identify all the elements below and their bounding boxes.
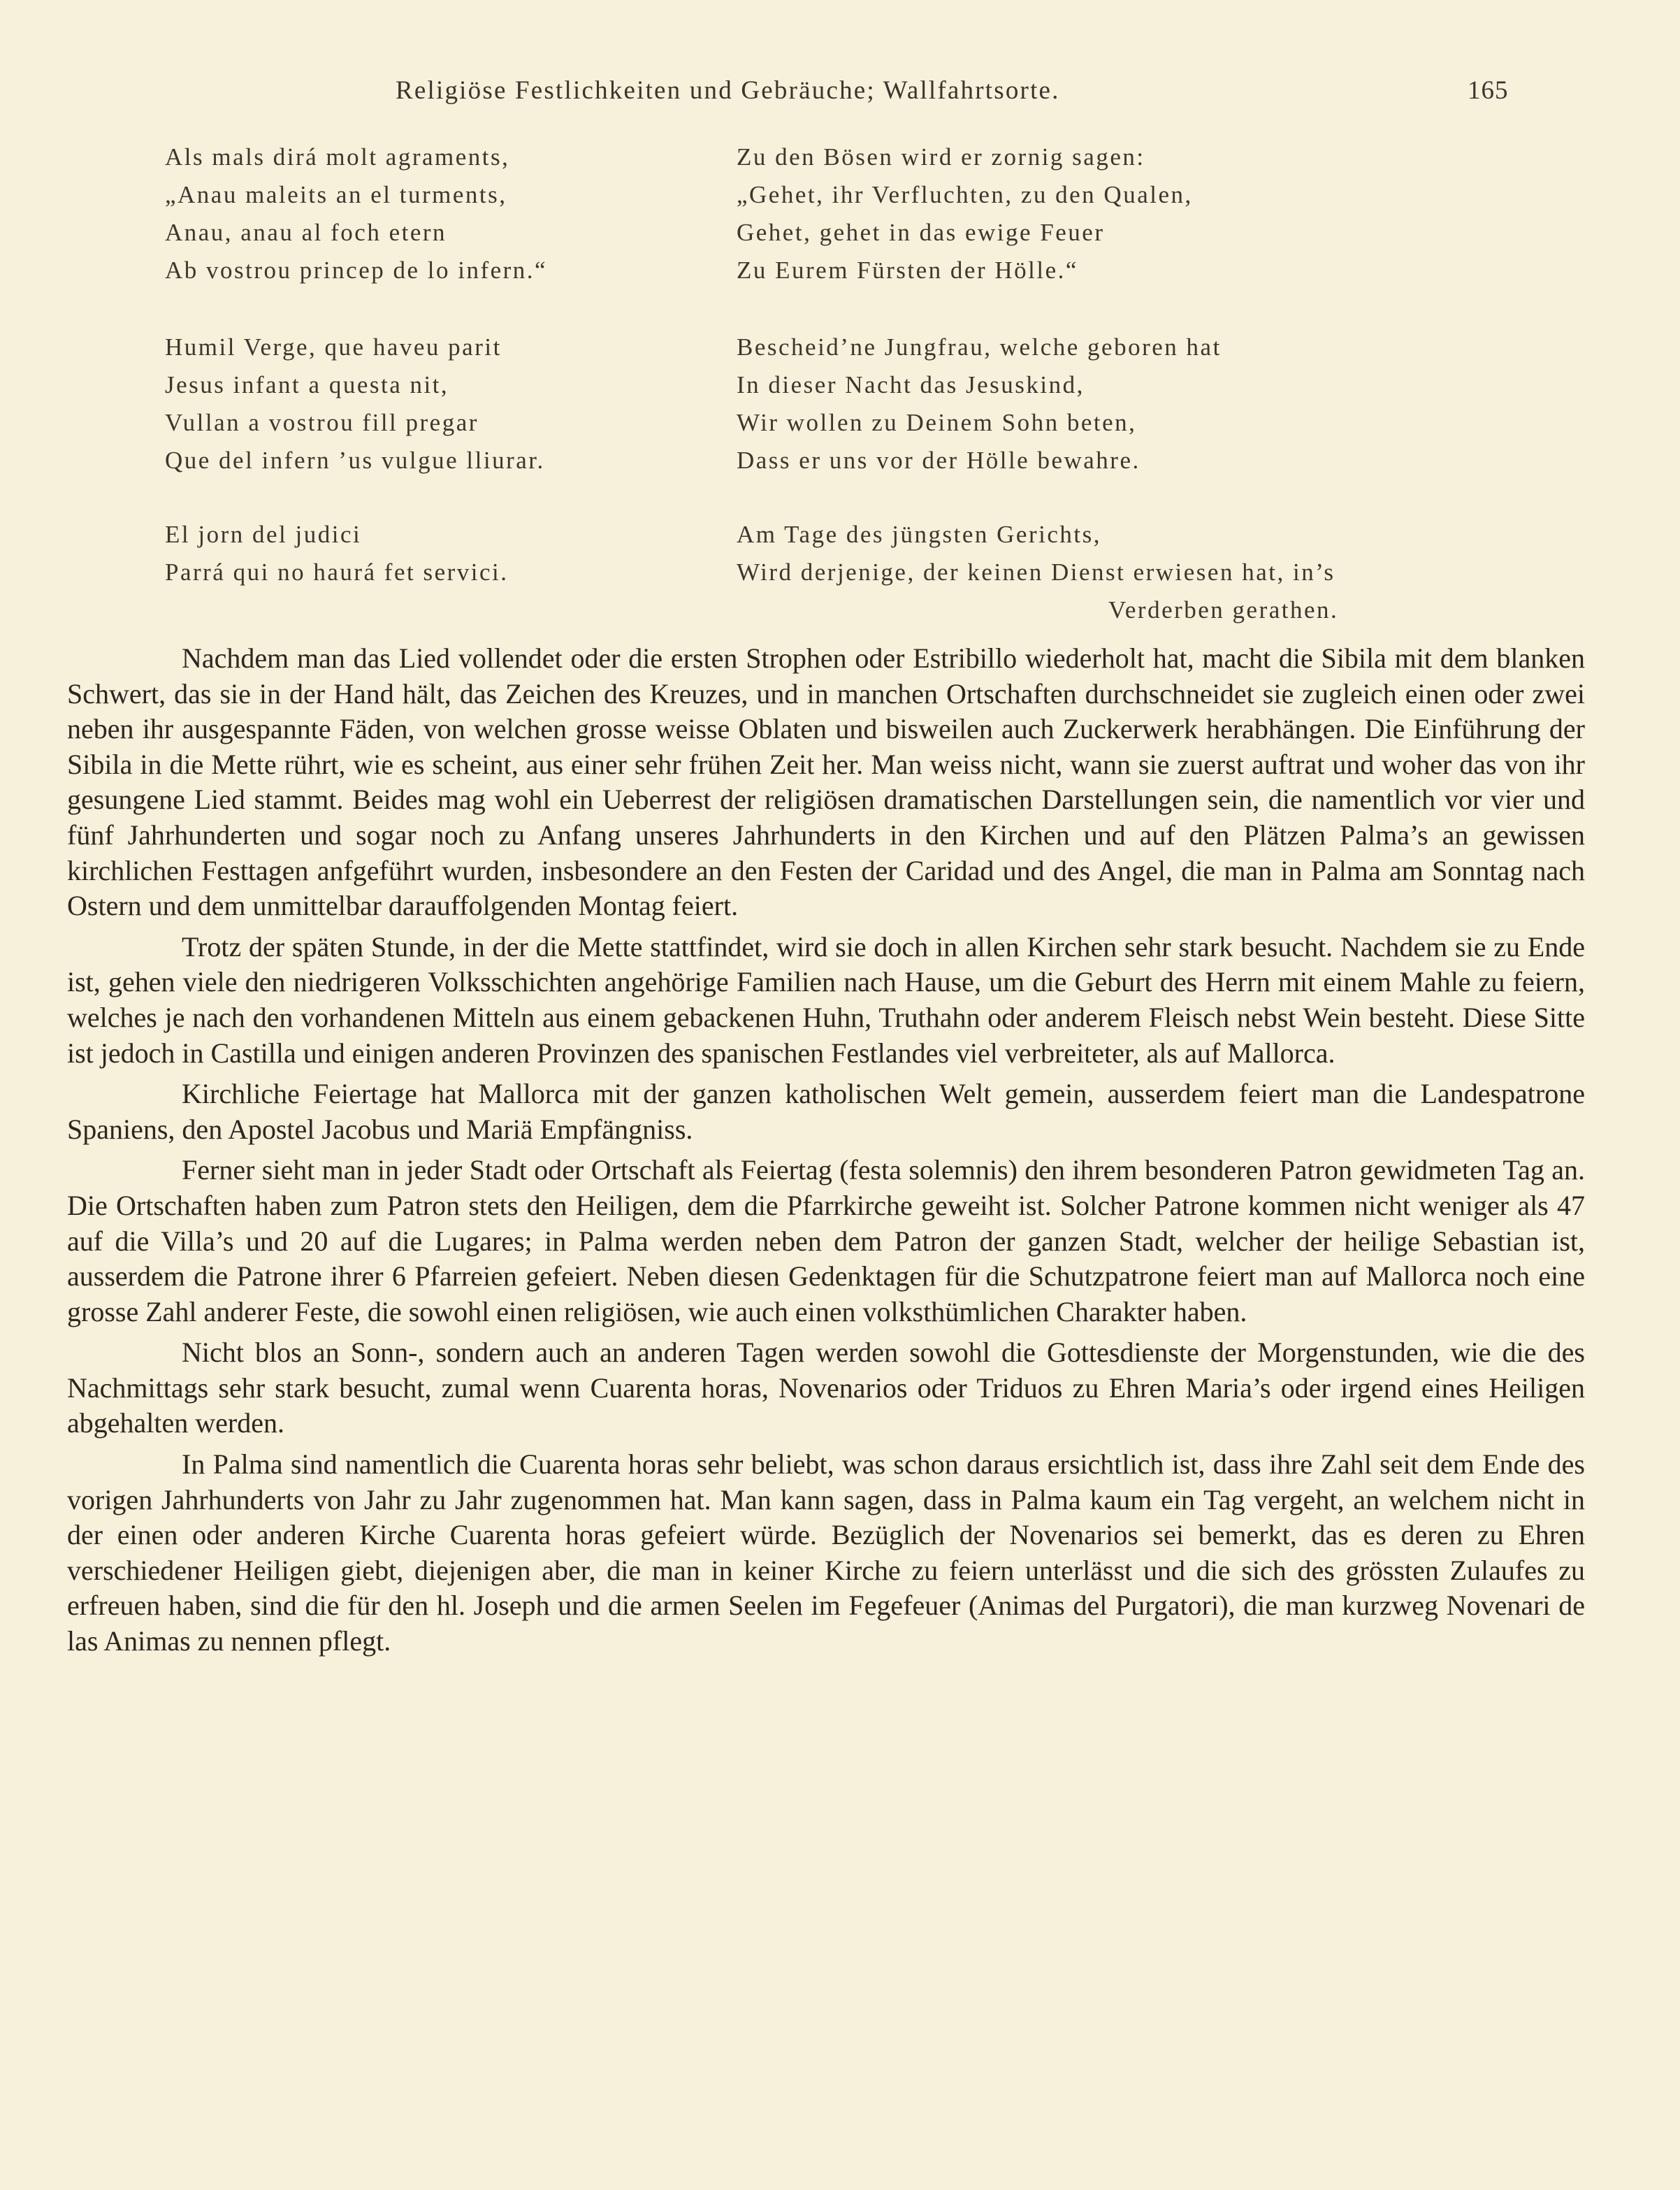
verse-catalan-column [165,516,509,591]
verse-line: El jorn del judici [165,521,362,548]
verse-line: Wird derjenige, der keinen Dienst erwiesen hat, in’s [737,559,1335,586]
paragraph: Kirchliche Feiertage hat Mallorca mit der ganzen katholischen Welt gemein, ausserdem feiert man die Landespatrone Spaniens, den Apostel Jacobus und Mariä Empfängniss. [67,1078,1585,1145]
verse-line: Dass er uns vor der Hölle bewahre. [737,447,1140,474]
verse-catalan-column [165,138,547,289]
verse-catalan-column [165,329,545,480]
paragraph: In Palma sind namentlich die Cuarenta horas sehr beliebt, was schon daraus ersichtlich ist, dass ihre Zahl seit dem Ende des vorigen Jahrhunderts von Jahr zu Jahr zugenommen hat. Man kann sagen, dass in Palma kaum ein Tag vergeht, an welchem nicht in der einen oder anderen Kirche Cuarenta horas gefeiert würde. Bezüglich der Novenarios sei bemerkt, das es deren zu Ehren verschiedener Heiligen giebt, diejenigen aber, die man in keiner Kirche zu feiern unterlässt und die sich des grössten Zulaufes zu erfreuen haben, sind die für den hl. Joseph und die armen Seelen im Fegefeuer (Animas del Purgatori), die man kurzweg Novenari de las Animas zu nennen pflegt. [67,1448,1585,1657]
verse-line: Parrá qui no haurá fet servici. [165,559,509,586]
verse-line: „Anau maleits an el turments, [165,181,507,208]
running-head: Religiöse Festlichkeiten und Gebräuche; Wallfahrtsorte. [396,76,1060,105]
verse-line: Bescheid’ne Jungfrau, welche geboren hat [737,333,1222,361]
verse-line: Als mals dirá molt agraments, [165,143,510,171]
page-number: 165 [1468,76,1509,105]
verse-line: Humil Verge, que haveu parit [165,333,502,361]
paragraph: Nicht blos an Sonn-, sondern auch an anderen Tagen werden sowohl die Gottesdienste der Morgenstunden, wie die des Nachmittags sehr stark besucht, zumal wenn Cuarenta horas, Novenarios oder Triduos zu Ehren Maria’s oder irgend eines Heiligen abgehalten werden. [67,1337,1585,1439]
paragraph: Trotz der späten Stunde, in der die Mette stattfindet, wird sie doch in allen Kirchen sehr stark besucht. Nachdem sie zu Ende ist, gehen viele den niedrigeren Volksschichten angehörige Familien nach Hause, um die Geburt des Herrn mit einem Mahle zu feiern, welches je nach den vorhandenen Mitteln aus einem gebackenen Huhn, Truthahn oder anderem Fleisch nebst Wein besteht. Diese Sitte ist jedoch in Castilla und einigen anderen Provinzen des spanischen Festlandes viel verbreiteter, als auf Mallorca. [67,930,1585,1069]
verse-german-column [737,329,1222,480]
verse-line: Gehet, gehet in das ewige Feuer [737,219,1105,246]
verse-line: Am Tage des jüngsten Gerichts, [737,521,1101,548]
verse-line: Wir wollen zu Deinem Sohn beten, [737,409,1137,436]
verse-line: Anau, anau al foch etern [165,219,447,246]
verse-line: Ab vostrou princep de lo infern.“ [165,257,548,284]
verse-line: Verderben gerathen. [1108,596,1339,624]
verse-german-column [737,516,1338,629]
verse-line: Zu den Bösen wird er zornig sagen: [737,143,1145,171]
verse-line: „Gehet, ihr Verfluchten, zu den Qualen, [737,181,1193,208]
verse-line: Jesus infant a questa nit, [165,371,449,398]
verse-line: Vullan a vostrou fill pregar [165,409,479,436]
paragraph: Ferner sieht man in jeder Stadt oder Ortschaft als Feiertag (festa solemnis) den ihrem besonderen Patron gewidmeten Tag an. Die Ortschaften haben zum Patron stets den Heiligen, dem die Pfarrkirche geweiht ist. Solcher Patrone kommen nicht weniger als 47 auf die Villa’s und 20 auf die Lugares; in Palma werden neben dem Patron der ganzen Stadt, welcher der heilige Sebastian ist, ausserdem die Patrone ihrer 6 Pfarreien gefeiert. Neben diesen Gedenktagen für die Schutzpatrone feiert man auf Mallorca noch eine grosse Zahl anderer Feste, die sowohl einen religiösen, wie auch einen volksthümlichen Charakter haben. [67,1154,1585,1327]
verse-line: In dieser Nacht das Jesuskind, [737,371,1085,398]
verse-line: Que del infern ’us vulgue lliurar. [165,447,545,474]
page-header [0,75,1680,117]
verse-german-column [737,138,1193,289]
paragraph: Nachdem man das Lied vollendet oder die ersten Strophen oder Estribillo wiederholt hat, macht die Sibila mit dem blanken Schwert, das sie in der Hand hält, das Zeichen des Kreuzes, und in manchen Ortschaften durchschneidet sie zugleich einen oder zwei neben ihr ausgespannte Fäden, von welchen grosse weisse Oblaten und bisweilen auch Zuckerwerk herabhängen. Die Einführung der Sibila in die Mette rührt, wie es scheint, aus einer sehr frühen Zeit her. Man weiss nicht, wann sie zuerst auftrat und woher das von ihr gesungene Lied stammt. Beides mag wohl ein Ueberrest der religiösen dramatischen Darstellungen sein, die namentlich vor vier und fünf Jahrhunderten und sogar noch zu Anfang unseres Jahrhunderts in den Kirchen und auf den Plätzen Palma’s an gewissen kirchlichen Festtagen anfgeführt wurden, insbesondere an den Festen der Caridad und des Angel, die man in Palma am Sonntag nach Ostern und dem unmittelbar darauffolgenden Montag feiert. [67,642,1585,922]
body-text [67,641,1585,1665]
verse-line: Zu Eurem Fürsten der Hölle.“ [737,257,1078,284]
